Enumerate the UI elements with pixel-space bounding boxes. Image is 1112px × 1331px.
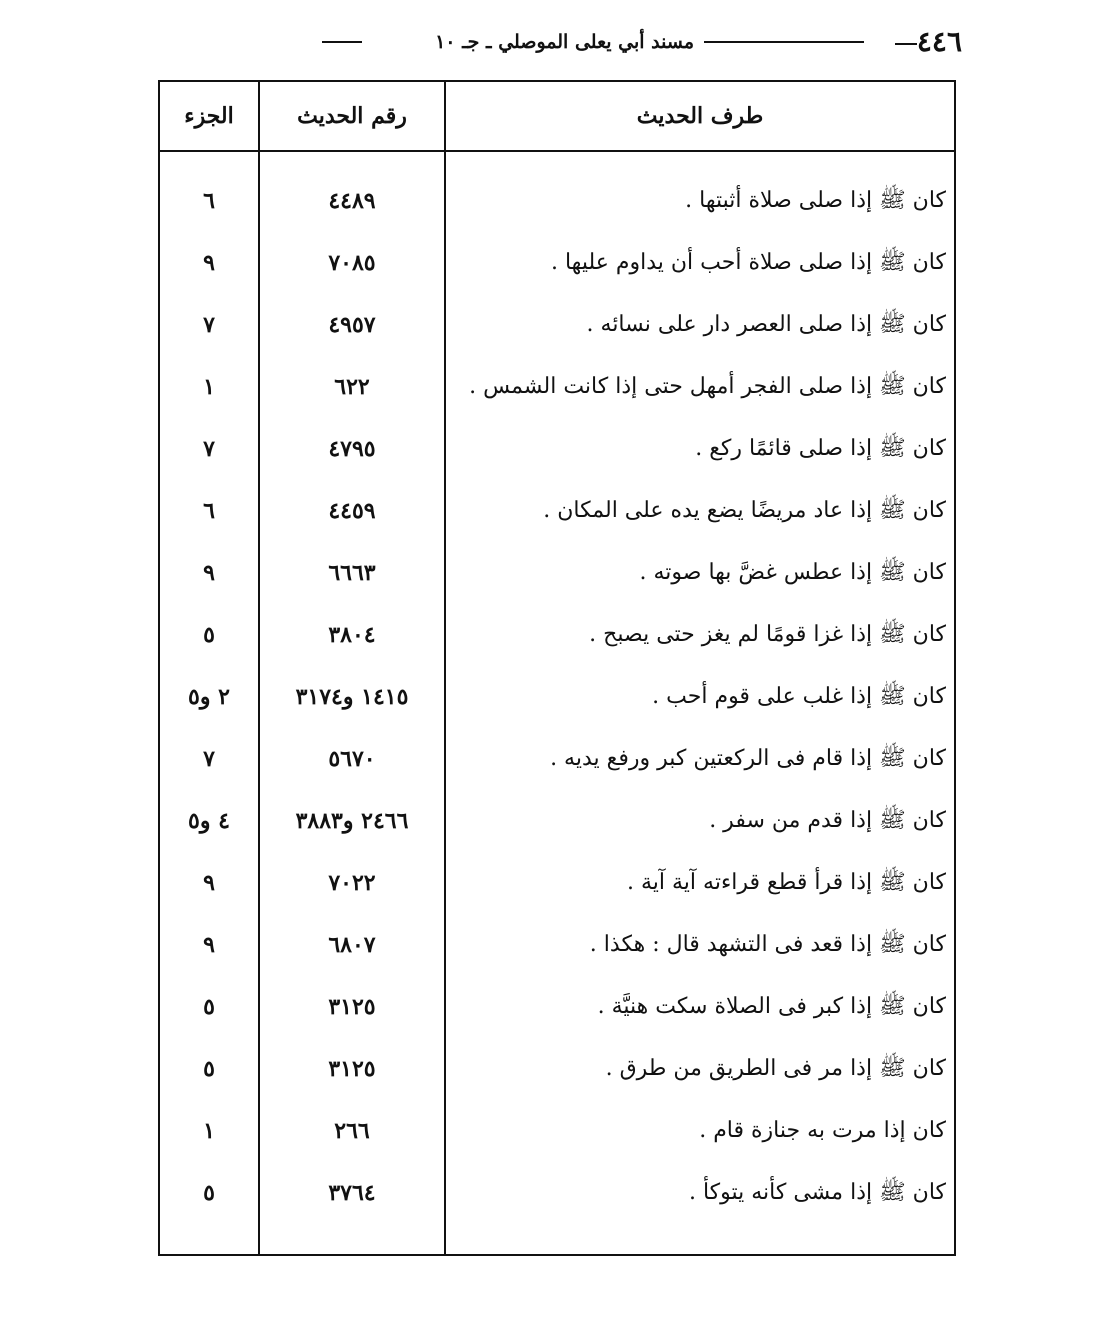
hadith-number-cell: ٣١٢٥ [328,994,376,1020]
table-row [160,542,954,604]
page-number-text: ٤٤٦ [916,25,962,58]
juz-cell: ٧ [203,312,215,338]
table-row [160,480,954,542]
hadith-tarf-cell: كان ﷺ إذا صلى الفجر أمهل حتى إذا كانت الشمس . [469,374,946,399]
book-title: مسند أبي يعلى الموصلي ـ جـ ١٠ [435,31,694,53]
hadith-number-cell: ٤٧٩٥ [328,436,376,462]
table-row [160,294,954,356]
hadith-tarf-cell: كان ﷺ إذا قدم من سفر . [709,808,946,833]
hadith-tarf-cell: كان ﷺ إذا عاد مريضًا يضع يده على المكان . [543,498,946,523]
hadith-tarf-cell: كان ﷺ إذا صلى العصر دار على نسائه . [586,312,946,337]
juz-cell: ٢ و٥ [188,684,230,710]
juz-cell: ٥ [203,1180,215,1206]
hadith-number-cell: ٧٠٨٥ [328,250,376,276]
hadith-number-cell: ٦٢٢ [334,374,370,400]
hadith-number-cell: ٧٠٢٢ [328,870,376,896]
hadith-tarf-cell: كان ﷺ إذا قعد فى التشهد قال : هكذا . [589,932,946,957]
table-row [160,728,954,790]
header-divider [160,150,954,152]
hadith-number-cell: ٣٧٦٤ [328,1180,376,1206]
hadith-tarf-cell: كان ﷺ إذا مشى كأنه يتوكأ . [688,1180,946,1205]
hadith-number-cell: ٦٦٦٣ [328,560,376,586]
header-rule [322,41,362,43]
header-hadith-tarf: طرف الحديث [636,103,764,129]
table-row [160,1162,954,1224]
table-row [160,1100,954,1162]
header-juz: الجزء [184,103,234,129]
table-row [160,170,954,232]
header-hadith-number: رقم الحديث [297,103,407,129]
table-row [160,418,954,480]
table-row [160,790,954,852]
juz-cell: ٥ [203,622,215,648]
juz-cell: ٦ [203,498,215,524]
hadith-number-cell: ٣١٢٥ [328,1056,376,1082]
hadith-number-cell: ١٤١٥ و٣١٧٤ [295,684,409,710]
hadith-tarf-cell: كان ﷺ إذا صلى صلاة أثبتها . [685,188,946,213]
table-row [160,976,954,1038]
table-body [160,170,954,1224]
page-header [150,22,962,62]
juz-cell: ٩ [203,560,215,586]
juz-cell: ١ [203,374,215,400]
hadith-tarf-cell: كان ﷺ إذا غلب على قوم أحب . [652,684,946,709]
hadith-number-cell: ٦٨٠٧ [328,932,376,958]
juz-cell: ٧ [203,436,215,462]
juz-cell: ٩ [203,250,215,276]
table-row [160,666,954,728]
index-table [158,80,956,1256]
hadith-tarf-cell: كان ﷺ إذا قام فى الركعتين كبر ورفع يديه . [550,746,946,771]
juz-cell: ٩ [203,932,215,958]
hadith-tarf-cell: كان ﷺ إذا مر فى الطريق من طرق . [605,1056,946,1081]
hadith-tarf-cell: كان ﷺ إذا غزا قومًا لم يغز حتى يصبح . [589,622,946,647]
table-row [160,232,954,294]
juz-cell: ٦ [203,188,215,214]
hadith-number-cell: ٤٤٨٩ [328,188,376,214]
juz-cell: ٥ [203,994,215,1020]
header-rule [704,41,864,43]
page-number [887,22,962,62]
hadith-tarf-cell: كان ﷺ إذا كبر فى الصلاة سكت هنيَّة . [597,994,946,1019]
hadith-number-cell: ٣٨٠٤ [328,622,376,648]
juz-cell: ١ [203,1118,215,1144]
table-row [160,914,954,976]
table-row [160,1038,954,1100]
juz-cell: ٧ [203,746,215,772]
juz-cell: ٩ [203,870,215,896]
table-row [160,356,954,418]
hadith-tarf-cell: كان ﷺ إذا صلى صلاة أحب أن يداوم عليها . [550,250,946,275]
hadith-number-cell: ٤٤٥٩ [328,498,376,524]
hadith-tarf-cell: كان ﷺ إذا صلى قائمًا ركع . [695,436,946,461]
header-dash [895,43,917,45]
table-row [160,852,954,914]
hadith-number-cell: ٢٦٦ [334,1118,370,1144]
juz-cell: ٤ و٥ [188,808,230,834]
hadith-tarf-cell: كان ﷺ إذا قرأ قطع قراءته آية آية . [627,870,946,895]
hadith-number-cell: ٤٩٥٧ [328,312,376,338]
hadith-number-cell: ٥٦٧٠ [328,746,376,772]
hadith-tarf-cell: كان ﷺ إذا عطس غضَّ بها صوته . [639,560,946,585]
hadith-tarf-cell: كان إذا مرت به جنازة قام . [699,1118,946,1143]
juz-cell: ٥ [203,1056,215,1082]
table-row [160,604,954,666]
hadith-number-cell: ٢٤٦٦ و٣٨٨٣ [295,808,409,834]
